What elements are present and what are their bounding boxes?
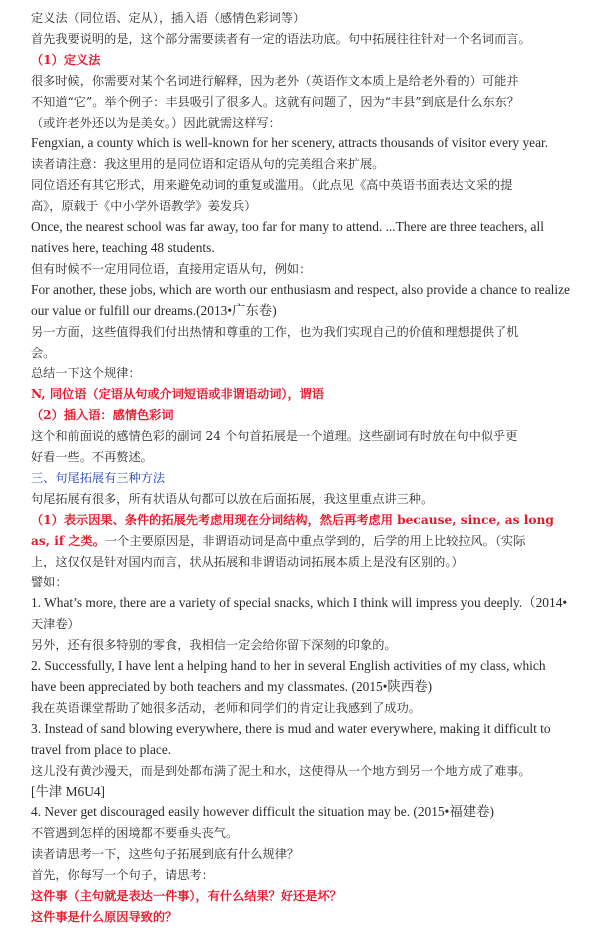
document-line: 不管遇到怎样的困境都不要垂头丧气。: [31, 826, 239, 841]
document-line: （1）表示因果、条件的拓展先考虑用现在分词结构，然后再考虑用 because, since, as long: [31, 512, 554, 527]
document-line: 4. Never get discouraged easily however difficult the situation may be. (2015•福建卷): [31, 804, 494, 820]
document-line: our value or fulfill our dreams.(2013•广东卷): [31, 302, 277, 318]
document-line: [31, 531, 586, 552]
document-line: 会。: [31, 345, 56, 360]
document-line: 不知道“它”。举个例子：丰县吸引了很多人。这就有问题了，因为“丰县”到底是什么东东？: [31, 94, 520, 109]
document-line: Once, the nearest school was far away, too far for many to attend. ...There are three teachers, all: [31, 219, 544, 235]
document-line: （2）插入语：感情色彩词: [31, 408, 174, 423]
line-segment: as, if 之类。: [31, 533, 105, 548]
document-line: 3. Instead of sand blowing everywhere, there is mud and water everywhere, making it difficult to: [31, 720, 551, 736]
document-line: 上，这仅仅是针对国内而言，状从拓展和非谓语动词拓展本质上是没有区别的。）: [31, 554, 464, 569]
document-line: 譬如：: [31, 575, 68, 590]
document-line: 读者请注意：我这里用的是同位语和定语从句的完美组合来扩展。: [31, 157, 385, 172]
document-line: 定义法（同位语、定从），插入语（感情色彩词等）: [31, 11, 306, 25]
document-line: Fengxian, a county which is well-known for her scenery, attracts thousands of visitor every year.: [31, 135, 549, 151]
document-line: For another, these jobs, which are worth our enthusiasm and respect, also provide a chance to realize: [31, 281, 570, 297]
document-line: 首先，你每写一个句子，请思考：: [31, 868, 214, 883]
document-line: 读者请思考一下，这些句子拓展到底有什么规律？: [31, 847, 300, 862]
document-line: 1. What’s more, there are a variety of special snacks, which I think will impress you deeply.（2014•: [31, 595, 568, 611]
document-line: 但有时候不一定用同位语，直接用定语从句，例如：: [31, 261, 312, 276]
document-line: （1）定义法: [31, 52, 101, 67]
document-line: 很多时候，你需要对某个名词进行解释，因为老外（英语作文本质上是给老外看的）可能并: [31, 73, 519, 88]
document-line: N, 同位语（定语从句或介词短语或非谓语动词），谓语: [31, 387, 325, 402]
document-line: 2. Successfully, I have lent a helping hand to her in several English activities of my class, which: [31, 658, 546, 674]
document-line: 句尾拓展有很多，所有状语从句都可以放在后面拓展，我这里重点讲三种。: [31, 491, 434, 506]
document-line: 我在英语课堂帮助了她很多活动，老师和同学们的肯定让我感到了成功。: [31, 700, 421, 715]
document-line: have been appreciated by both teachers and my classmates. (2015•陕西卷): [31, 679, 433, 694]
document-line: travel from place to place.: [31, 741, 172, 757]
document-line: 天津卷）: [31, 617, 80, 632]
document-line: 好看一些。不再赘述。: [31, 450, 153, 465]
document-line: 这件事是什么原因导致的？: [31, 909, 178, 924]
document-line: [牛津 M6U4]: [31, 783, 106, 799]
document-line: 首先我要说明的是，这个部分需要读者有一定的语法功底。句中拓展往往针对一个名词而言。: [31, 31, 531, 46]
document-line: 同位语还有其它形式，用来避免动词的重复或滥用。（此点见《高中英语书面表达文采的提: [31, 178, 513, 193]
document-line: 另一方面，这些值得我们付出热情和尊重的工作，也为我们实现自己的价值和理想提供了机: [31, 324, 519, 339]
document-line: 这儿没有黄沙漫天，而是到处都布满了泥土和水，这使得从一个地方到另一个地方成了难事。: [31, 763, 531, 778]
document-line: 三、句尾拓展有三种方法: [31, 470, 166, 485]
line-segment: 一个主要原因是，非谓语动词是高中重点学到的，后学的用上比较拉风。（实际: [104, 533, 526, 548]
document-line: 这件事（主句就是表达一件事），有什么结果？好还是坏？: [31, 889, 342, 904]
document-line: natives here, teaching 48 students.: [31, 239, 215, 255]
document-line: 高》，原载于《中小学外语教学》姜发兵）: [31, 199, 257, 214]
document-line: 另外，还有很多特别的零食，我相信一定会给你留下深刻的印象的。: [31, 638, 397, 653]
document-line: 这个和前面说的感情色彩的副词 24 个句首拓展是一个道理。这些副词有时放在句中似乎更: [31, 429, 518, 444]
document-line: 总结一下这个规律：: [31, 366, 141, 381]
document-line: （或许老外还以为是美女。）因此就需这样写：: [31, 115, 281, 130]
